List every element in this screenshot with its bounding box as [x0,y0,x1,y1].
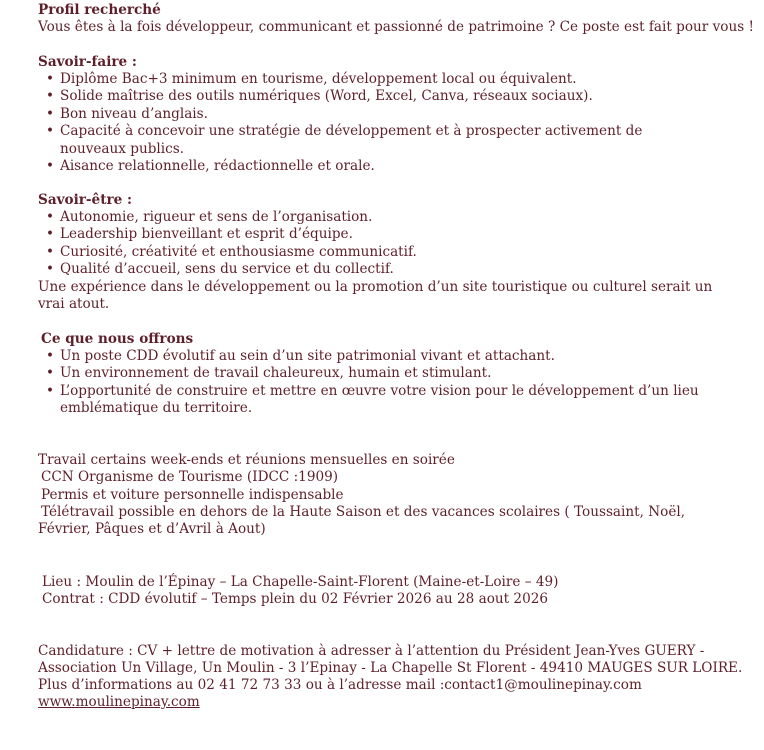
list-item: • Un environnement de travail chaleureux, humain et stimulant. [0,365,700,382]
list-item: • Diplôme Bac+3 minimum en tourisme, développement local ou équivalent. [0,71,700,88]
list-item: • L’opportunité de construire et mettre en œuvre votre vision pour le développement d’un lieu emblématique du territoire. [0,383,700,418]
list-item: • Capacité à concevoir une stratégie de développement et à prospecter activement de nouveaux publics. [0,123,700,158]
savoir-etre-heading: Savoir-être : [38,192,133,208]
contrat-text: Contrat : CDD évolutif – Temps plein du 02 Février 2026 au 28 aout 2026 [42,591,549,607]
list-item: • Bon niveau d’anglais. [0,106,700,123]
list-item: • Leadership bienveillant et esprit d’équipe. [0,226,700,243]
offre-heading: Ce que nous offrons [41,331,194,347]
list-item: • Solide maîtrise des outils numériques (Word, Excel, Canva, réseaux sociaux). [0,88,700,105]
savoir-faire-list [0,71,700,175]
candidature-line-2: Association Un Village, Un Moulin - 3 l’Epinay - La Chapelle St Florent - 49410 MAUGES SUR LOIRE. [38,660,743,676]
experience-text: Une expérience dans le développement ou la promotion d’un site touristique ou culturel serait un vrai atout. [38,279,713,313]
list-item: • Qualité d’accueil, sens du service et du collectif. [0,261,700,278]
savoir-etre-list [0,209,700,279]
profil-intro: Vous êtes à la fois développeur, communicant et passionné de patrimoine ? Ce poste est fait pour vous ! [38,19,754,35]
lieu-text: Lieu : Moulin de l’Épinay – La Chapelle-Saint-Florent (Maine-et-Loire – 49) [42,574,559,590]
list-item: • Aisance relationnelle, rédactionnelle et orale. [0,158,700,175]
savoir-faire-heading: Savoir-faire : [38,54,137,70]
candidature-line-1: Candidature : CV + lettre de motivation à adresser à l’attention du Président Jean-Yves GUERY - [38,643,705,659]
candidature-line-3: Plus d’informations au 02 41 72 73 33 ou à l’adresse mail :contact1@moulinepinay.com [38,677,642,693]
ccn-text: CCN Organisme de Tourisme (IDCC :1909) [41,469,339,485]
permis-text: Permis et voiture personnelle indispensable [41,487,344,503]
offre-list [0,348,700,418]
website-link[interactable]: www.moulinepinay.com [38,694,200,710]
list-item: • Curiosité, créativité et enthousiasme communicatif. [0,244,700,261]
teletravail-text: Télétravail possible en dehors de la Haute Saison et des vacances scolaires ( Toussaint, Noël, Février, Pâques et d’Avril à Aout) [38,504,686,538]
list-item: • Autonomie, rigueur et sens de l’organisation. [0,209,700,226]
weekends-text: Travail certains week-ends et réunions mensuelles en soirée [38,452,455,468]
profil-heading: Profil recherché [38,2,161,18]
list-item: • Un poste CDD évolutif au sein d’un site patrimonial vivant et attachant. [0,348,700,365]
